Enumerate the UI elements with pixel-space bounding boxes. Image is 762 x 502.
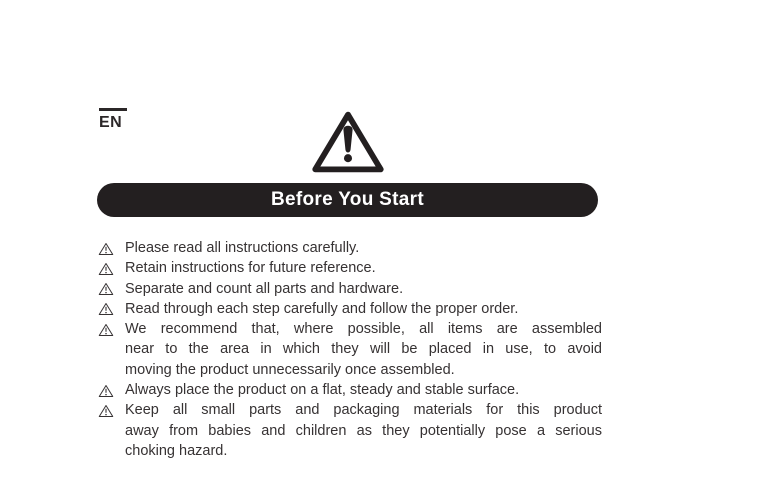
language-label-text: EN bbox=[99, 114, 123, 131]
warning-item-line: Read through each step carefully and follow the proper order. bbox=[125, 300, 519, 317]
warning-triangle-icon bbox=[98, 299, 114, 317]
warning-item-line: Please read all instructions carefully. bbox=[125, 240, 360, 256]
warning-item-line: Keep all small parts and packaging materials for this product bbox=[125, 402, 602, 419]
warning-item bbox=[98, 258, 604, 278]
warning-item bbox=[98, 279, 604, 299]
warning-triangle-icon bbox=[98, 319, 114, 337]
warning-item-line: Always place the product on a flat, steady and stable surface. bbox=[125, 382, 520, 399]
warning-item bbox=[98, 319, 604, 380]
warning-item bbox=[98, 238, 604, 258]
warning-item-line: We recommend that, where possible, all items are assembled bbox=[125, 321, 602, 338]
warning-item-text bbox=[125, 400, 602, 461]
warning-triangle-icon bbox=[98, 238, 114, 256]
warning-item-text bbox=[125, 279, 602, 299]
warning-item bbox=[98, 299, 604, 319]
warning-list bbox=[98, 238, 604, 461]
warning-item bbox=[98, 380, 604, 400]
warning-item bbox=[98, 400, 604, 461]
warning-item-line: choking hazard. bbox=[125, 442, 228, 459]
warning-item-line: away from babies and children as they potentially pose a serious bbox=[125, 422, 602, 439]
warning-item-line: Separate and count all parts and hardware. bbox=[125, 280, 404, 297]
warning-item-text bbox=[125, 299, 602, 319]
warning-item-line: moving the product unnecessarily once assembled. bbox=[125, 361, 455, 378]
warning-item-text bbox=[125, 238, 602, 258]
language-label-overline bbox=[99, 108, 127, 111]
warning-triangle-icon bbox=[98, 400, 114, 418]
section-title-bar bbox=[97, 183, 598, 217]
warning-item-text bbox=[125, 258, 602, 278]
warning-triangle-large-icon bbox=[312, 111, 384, 173]
warning-triangle-icon bbox=[98, 380, 114, 398]
warning-item-text bbox=[125, 319, 602, 380]
section-title: Before You Start bbox=[271, 189, 424, 210]
warning-triangle-icon bbox=[98, 279, 114, 297]
warning-triangle-icon bbox=[98, 258, 114, 276]
language-label bbox=[99, 108, 127, 132]
warning-item-line: near to the area in which they will be placed in use, to avoid bbox=[125, 341, 602, 358]
warning-item-line: Retain instructions for future reference. bbox=[125, 260, 376, 277]
warning-item-text bbox=[125, 380, 602, 400]
